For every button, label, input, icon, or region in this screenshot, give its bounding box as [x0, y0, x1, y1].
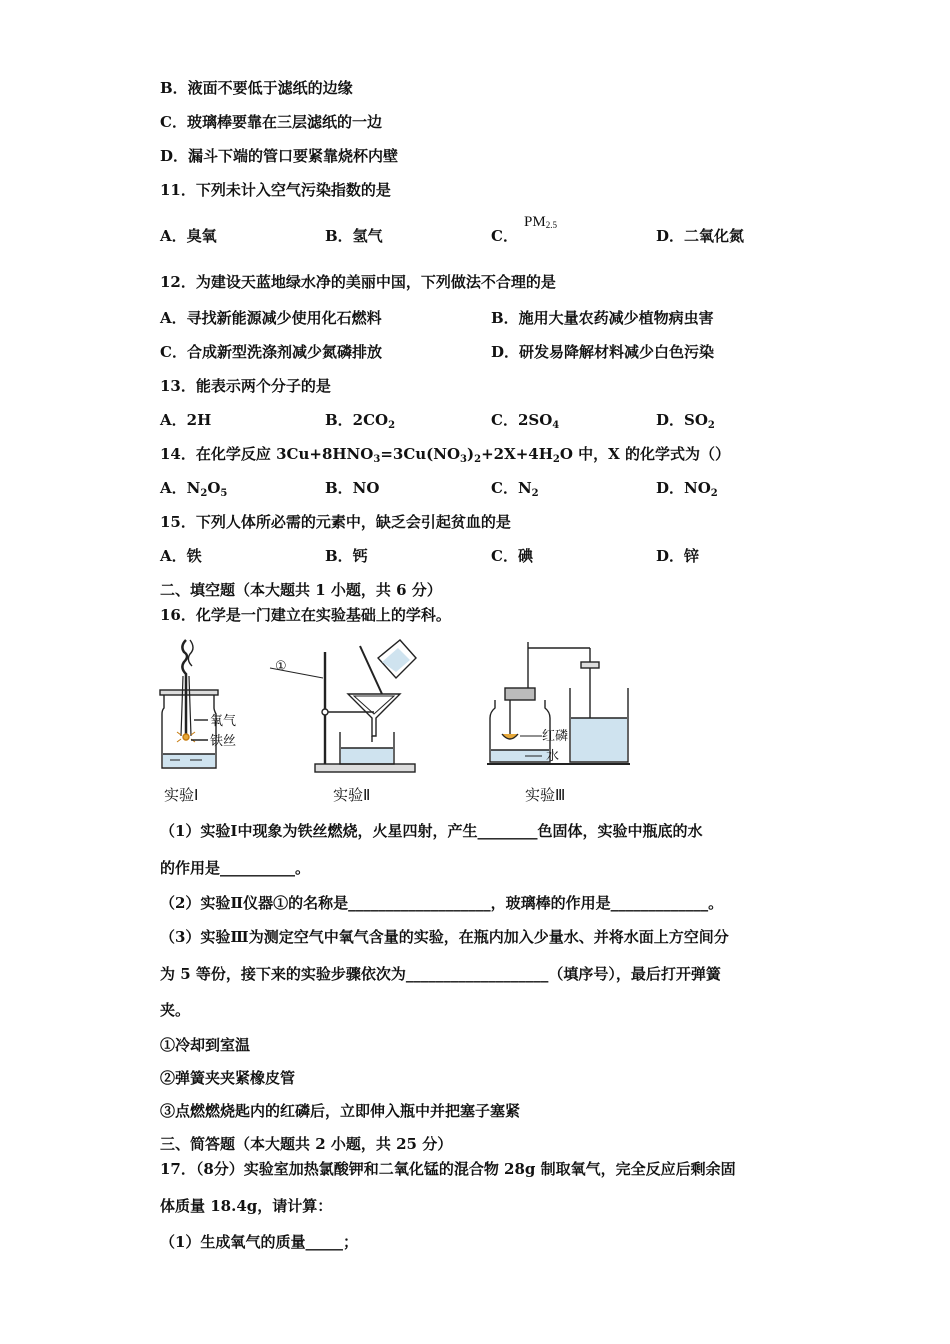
q16-part3-line3: 夹。	[160, 1001, 191, 1019]
q12-option-a: A．寻找新能源减少使用化石燃料	[160, 309, 382, 327]
section3-heading: 三、简答题（本大题共 2 小题，共 25 分）	[160, 1135, 453, 1153]
q16-step-2: ②弹簧夹夹紧橡皮管	[160, 1069, 296, 1087]
q10-option-b: B．液面不要低于滤纸的边缘	[160, 79, 353, 97]
experiment-2-apparatus	[270, 640, 416, 772]
q12-option-c: C．合成新型洗涤剂减少氮磷排放	[160, 343, 382, 361]
label-circle-1: ①	[275, 659, 287, 674]
q11-option-d: D．二氧化氮	[656, 227, 745, 245]
q10-option-d: D．漏斗下端的管口要紧靠烧杯内壁	[160, 147, 399, 165]
section2-heading: 二、填空题（本大题共 1 小题，共 6 分）	[160, 581, 442, 599]
q13-option-b: B．$2CO_2$	[325, 411, 396, 431]
q13-option-d: D．$SO_2$	[656, 411, 715, 431]
q17-line1: 17．（8分）实验室加热氯酸钾和二氧化锰的混合物 28g 制取氧气，完全反应后剩余固	[160, 1160, 736, 1178]
q16-part1-line2: 的作用是__________。	[160, 859, 311, 877]
q15-stem: 15．下列人体所必需的元素中，缺乏会引起贫血的是	[160, 513, 511, 531]
label-red-phosphorus: 红磷	[542, 729, 569, 744]
q16-step-1: ①冷却到室温	[160, 1036, 251, 1054]
q11-option-c-pm: PM2.5	[524, 214, 557, 230]
q16-part2: （2）实验Ⅱ仪器①的名称是___________________，玻璃棒的作用是_____________。	[160, 894, 724, 912]
q15-option-c: C．碘	[491, 547, 533, 565]
q14-option-a: A．$N_2O_5$	[160, 479, 228, 499]
q12-option-d: D．研发易降解材料减少白色污染	[491, 343, 715, 361]
q15-option-d: D．锌	[656, 547, 700, 565]
q16-stem: 16．化学是一门建立在实验基础上的学科。	[160, 606, 451, 624]
q14-option-d: D．$NO_2$	[656, 479, 718, 499]
experiment-figure	[150, 636, 640, 784]
q12-stem: 12．为建设天蓝地绿水净的美丽中国，下列做法不合理的是	[160, 273, 556, 291]
q11-option-a: A．臭氧	[160, 227, 217, 245]
q11-stem: 11．下列未计入空气污染指数的是	[160, 181, 391, 199]
experiment-1-label: 实验Ⅰ	[164, 786, 199, 804]
q15-option-a: A．铁	[160, 547, 202, 565]
q13-stem: 13．能表示两个分子的是	[160, 377, 331, 395]
q17-line2: 体质量 18.4g，请计算：	[160, 1197, 333, 1215]
q11-option-c: C．	[491, 227, 518, 245]
q10-option-c: C．玻璃棒要靠在三层滤纸的一边	[160, 113, 382, 131]
experiment-3-label: 实验Ⅲ	[525, 786, 566, 804]
q14-option-c: C．$N_2$	[491, 479, 539, 499]
q14-option-b: B．NO	[325, 479, 380, 497]
label-iron-wire: 铁丝	[210, 734, 237, 749]
q16-step-3: ③点燃燃烧匙内的红磷后，立即伸入瓶中并把塞子塞紧	[160, 1102, 521, 1120]
q15-option-b: B．钙	[325, 547, 368, 565]
q17-line3: （1）生成氧气的质量_____；	[160, 1233, 358, 1251]
q11-option-b: B．氢气	[325, 227, 383, 245]
q16-part1-line1: （1）实验Ⅰ中现象为铁丝燃烧，火星四射，产生________色固体，实验中瓶底的水	[160, 822, 703, 840]
q14-stem: 14．在化学反应 $3Cu+8HNO_3=3Cu(NO_3)_2+2X+4H_2O$ 中，X 的化学式为（）	[160, 445, 731, 465]
label-water: 水	[546, 749, 560, 764]
label-oxygen: 氧气	[210, 714, 237, 729]
q13-option-c: C．$2SO_4$	[491, 411, 560, 431]
q16-part3-line2: 为 5 等份，接下来的实验步骤依次为___________________（填序号），最后打开弹簧	[160, 965, 721, 983]
experiment-2-label: 实验Ⅱ	[333, 786, 371, 804]
experiment-3-apparatus	[487, 642, 630, 764]
q16-part3-line1: （3）实验Ⅲ为测定空气中氧气含量的实验，在瓶内加入少量水、并将水面上方空间分	[160, 928, 729, 946]
q13-option-a: A．2H	[160, 411, 212, 429]
q12-option-b: B．施用大量农药减少植物病虫害	[491, 309, 714, 327]
